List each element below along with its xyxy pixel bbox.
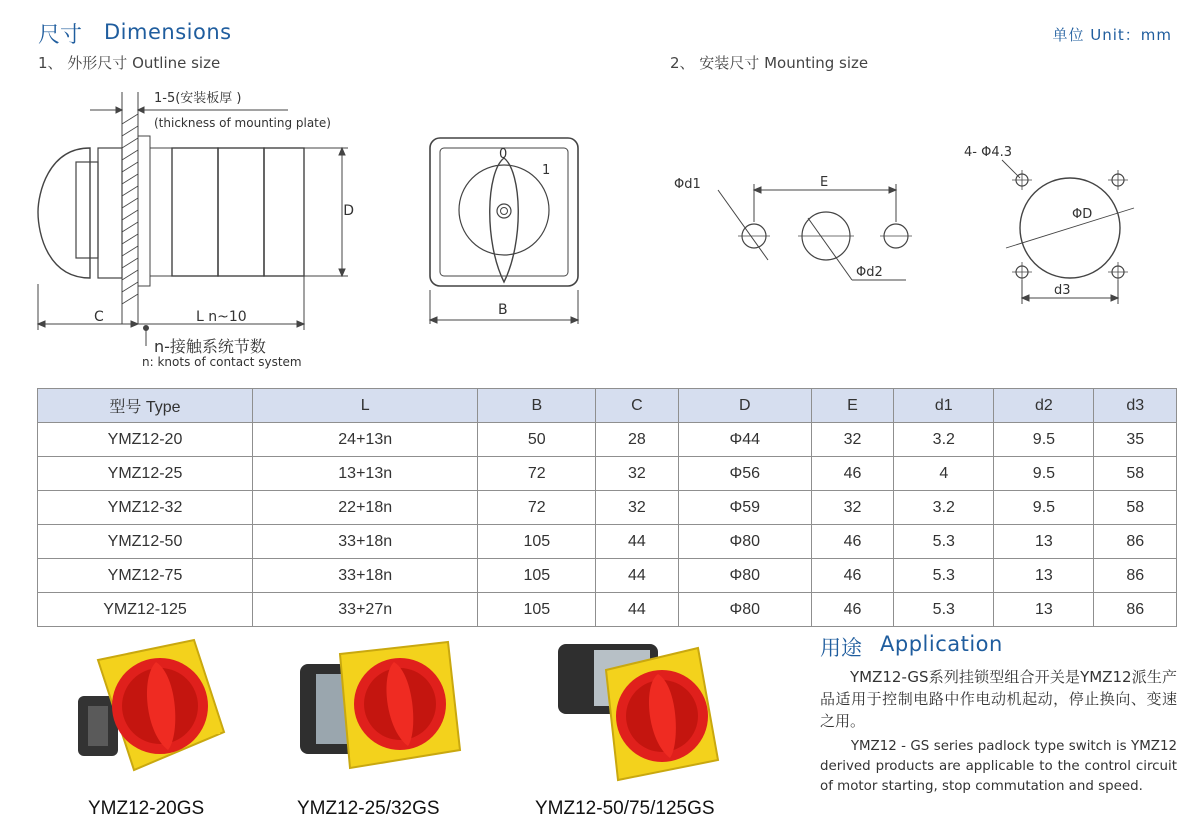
header-e: E	[811, 389, 893, 423]
table-header-row	[38, 389, 1177, 423]
d2-label: Φd2	[856, 265, 883, 280]
cell-c: 44	[596, 593, 678, 627]
cell-c: 28	[596, 423, 678, 457]
header-d: D	[678, 389, 811, 423]
cell-d3: 58	[1094, 457, 1177, 491]
cell-type: YMZ12-32	[38, 491, 253, 525]
cell-d: Φ80	[678, 525, 811, 559]
header-l: L	[253, 389, 478, 423]
mounting-holes-drawing	[668, 168, 918, 288]
four-holes-label: 4- Φ4.3	[964, 145, 1013, 160]
cell-l: 24+13n	[253, 423, 478, 457]
table-row	[38, 457, 1177, 491]
cell-l: 13+13n	[253, 457, 478, 491]
cell-d: Φ56	[678, 457, 811, 491]
contact-note-en: n: knots of contact system	[142, 355, 302, 369]
four-hole-drawing	[958, 140, 1148, 310]
cell-b: 50	[478, 423, 596, 457]
cell-b: 105	[478, 525, 596, 559]
header-d1: d1	[894, 389, 994, 423]
cell-d: Φ59	[678, 491, 811, 525]
dim-d-label: D	[343, 203, 354, 219]
cell-d1: 5.3	[894, 593, 994, 627]
plate-thickness-label-en: (thickness of mounting plate)	[154, 116, 331, 130]
cell-d2: 9.5	[994, 423, 1094, 457]
header-c: C	[596, 389, 678, 423]
cell-d: Φ44	[678, 423, 811, 457]
table-row	[38, 423, 1177, 457]
d-diameter-label: ΦD	[1072, 207, 1093, 222]
table-row	[38, 491, 1177, 525]
e-label: E	[820, 175, 829, 190]
cell-d2: 9.5	[994, 491, 1094, 525]
contact-note-cn: n-接触系统节数	[154, 337, 266, 356]
cell-e: 46	[811, 559, 893, 593]
cell-b: 72	[478, 491, 596, 525]
cell-l: 33+27n	[253, 593, 478, 627]
cell-c: 32	[596, 457, 678, 491]
application-title-en: Application	[880, 632, 1003, 656]
unit-label: 单位 Unit：mm	[1052, 26, 1172, 44]
cell-d3: 86	[1094, 559, 1177, 593]
product-image-ymz12-50-75-125gs	[554, 640, 724, 790]
dimensions-title-cn: 尺寸	[38, 23, 83, 48]
cell-l: 33+18n	[253, 559, 478, 593]
cell-e: 32	[811, 423, 893, 457]
cell-d3: 86	[1094, 593, 1177, 627]
d1-label: Φd1	[674, 177, 701, 192]
header-d3: d3	[1094, 389, 1177, 423]
cell-c: 44	[596, 559, 678, 593]
cell-l: 33+18n	[253, 525, 478, 559]
table-row	[38, 559, 1177, 593]
cell-type: YMZ12-20	[38, 423, 253, 457]
header-type: 型号 Type	[38, 389, 253, 423]
dimensions-title-en: Dimensions	[104, 20, 232, 44]
application-title-cn: 用途	[820, 636, 862, 660]
table-row	[38, 525, 1177, 559]
cell-d: Φ80	[678, 593, 811, 627]
cell-type: YMZ12-125	[38, 593, 253, 627]
outline-size-heading: 1、 外形尺寸 Outline size	[38, 54, 221, 72]
dim-c-label: C	[94, 309, 104, 325]
cell-c: 32	[596, 491, 678, 525]
position-1-label: 1	[542, 163, 551, 178]
cell-d1: 3.2	[894, 423, 994, 457]
plate-thickness-label-cn: 1-5(安装板厚 )	[154, 91, 242, 106]
outline-side-drawing	[30, 84, 360, 374]
product-caption: YMZ12-25/32GS	[297, 798, 440, 819]
cell-e: 46	[811, 525, 893, 559]
cell-d1: 5.3	[894, 559, 994, 593]
product-image-ymz12-25-32gs	[296, 634, 466, 790]
position-0-label: 0	[499, 147, 508, 162]
cell-d2: 13	[994, 559, 1094, 593]
header-d2: d2	[994, 389, 1094, 423]
dim-b-label: B	[498, 302, 508, 318]
product-caption: YMZ12-20GS	[88, 798, 205, 819]
cell-b: 72	[478, 457, 596, 491]
table-row	[38, 593, 1177, 627]
product-caption: YMZ12-50/75/125GS	[535, 798, 715, 819]
cell-e: 32	[811, 491, 893, 525]
dim-l-label: L n~10	[196, 309, 247, 325]
cell-e: 46	[811, 593, 893, 627]
header-b: B	[478, 389, 596, 423]
cell-type: YMZ12-25	[38, 457, 253, 491]
cell-d1: 4	[894, 457, 994, 491]
product-image-ymz12-20gs	[74, 636, 234, 786]
cell-d3: 86	[1094, 525, 1177, 559]
dimension-table	[37, 388, 1177, 627]
mounting-size-heading: 2、 安装尺寸 Mounting size	[670, 54, 869, 72]
cell-d1: 5.3	[894, 525, 994, 559]
cell-d3: 58	[1094, 491, 1177, 525]
cell-e: 46	[811, 457, 893, 491]
application-text-cn: YMZ12-GS系列挂锁型组合开关是YMZ12派生产品适用于控制电路中作电动机起动，停止换向、变速之用。	[820, 668, 1177, 730]
cell-d2: 13	[994, 525, 1094, 559]
cell-d2: 13	[994, 593, 1094, 627]
cell-b: 105	[478, 559, 596, 593]
cell-d: Φ80	[678, 559, 811, 593]
cell-d2: 9.5	[994, 457, 1094, 491]
cell-type: YMZ12-50	[38, 525, 253, 559]
cell-l: 22+18n	[253, 491, 478, 525]
cell-d1: 3.2	[894, 491, 994, 525]
cell-b: 105	[478, 593, 596, 627]
d3-label: d3	[1054, 283, 1071, 298]
application-text-en: YMZ12 - GS series padlock type switch is YMZ12 derived products are applicable to the control circuit of motor starting, stop commutation and speed.	[820, 739, 1177, 794]
cell-type: YMZ12-75	[38, 559, 253, 593]
front-view-drawing	[424, 132, 586, 328]
cell-d3: 35	[1094, 423, 1177, 457]
cell-c: 44	[596, 525, 678, 559]
